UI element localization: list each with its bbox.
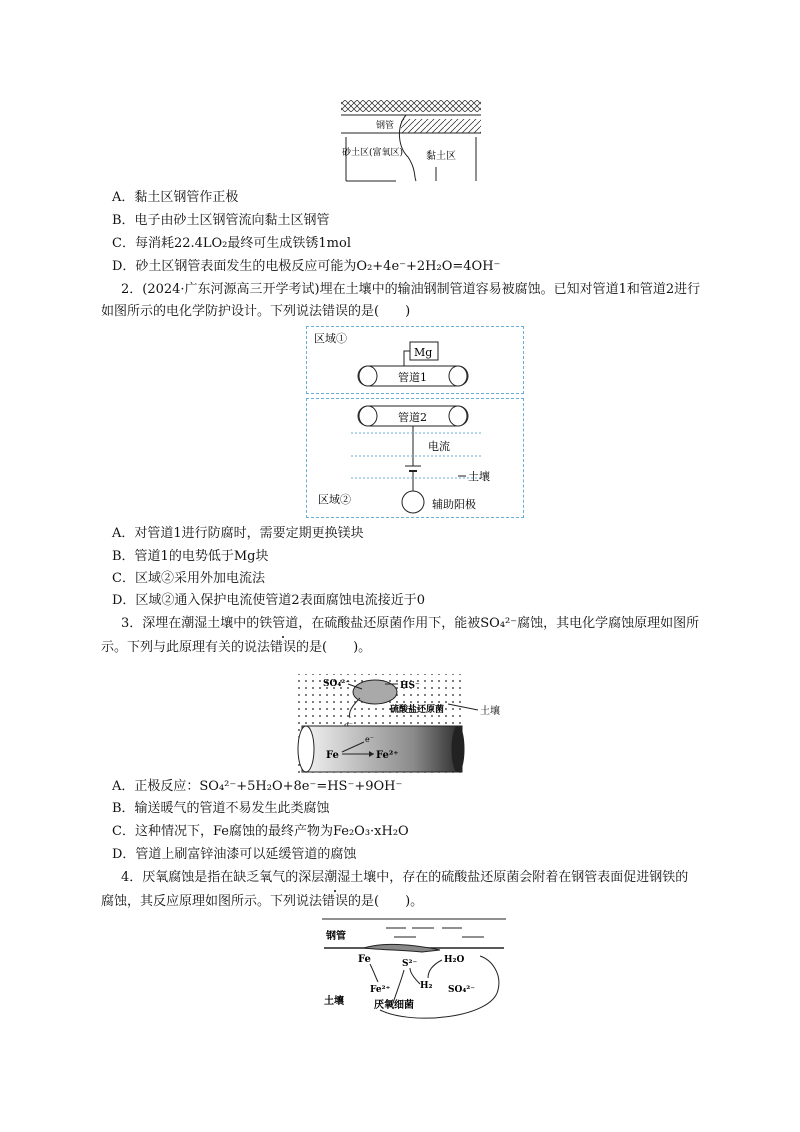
q4-emphasis-word: 错误	[322, 894, 349, 909]
fig3-fe2-label: Fe²⁺	[376, 750, 399, 761]
fig2-mg-label: Mg	[414, 346, 433, 359]
fig4-fe-label: Fe	[358, 954, 371, 965]
fig3-electron-bottom: e⁻	[365, 735, 374, 744]
q3-option-c: C．这种情况下，Fe腐蚀的最终产物为Fe₂O₃·xH₂O	[112, 824, 409, 839]
fig4-h2-label: H₂	[420, 981, 433, 991]
fig4-soil-label: 土壤	[324, 996, 344, 1007]
q1-option-b: B．电子由砂土区钢管流向黏土区钢管	[112, 213, 330, 228]
q1-option-a: A．黏土区钢管作正极	[112, 190, 239, 205]
figure-pipe-soil	[336, 97, 486, 182]
fig3-hs-label: HS⁻	[400, 681, 420, 691]
fig1-sand-label: 砂土区(富氧区)	[342, 148, 404, 158]
q4-stem-line1: 4．厌氧腐蚀是指在缺乏氧气的深层潮湿土壤中，存在的硫酸盐还原菌会附着在钢管表面促进钢铁的	[121, 870, 689, 885]
fig3-bacteria-label: 硫酸盐还原菌	[390, 705, 445, 715]
q3-option-a: A．正极反应：SO₄²⁻+5H₂O+8e⁻=HS⁻+9OH⁻	[112, 779, 403, 794]
q2-option-b: B．管道1的电势低于Mg块	[112, 549, 269, 564]
q2-option-c: C．区域②采用外加电流法	[112, 571, 265, 586]
figure-pipe-protection	[306, 326, 524, 518]
q2-option-a: A．对管道1进行防腐时，需要定期更换镁块	[112, 526, 364, 541]
q1-option-d: D．砂土区钢管表面发生的电极反应可能为O₂+4e⁻+2H₂O=4OH⁻	[112, 259, 501, 274]
fig2-anode-label: 辅助阳极	[432, 498, 476, 511]
q3-option-b: B．输送暖气的管道不易发生此类腐蚀	[112, 801, 330, 816]
q2-stem-line2: 如图所示的电化学防护设计。下列说法错误的是( )	[101, 304, 411, 319]
fig4-fe2-label: Fe²⁺	[370, 985, 391, 995]
fig2-soil-label: 土壤	[468, 470, 490, 483]
q3-stem-line1: 3．深埋在潮湿土壤中的铁管道，在硫酸盐还原菌作用下，能被SO₄²⁻腐蚀，其电化学腐蚀原理如图所	[121, 616, 700, 631]
fig2-zone2-label: 区域②	[318, 493, 351, 506]
q3-option-d: D．管道上刷富锌油漆可以延缓管道的腐蚀	[112, 847, 357, 862]
fig1-clay-label: 黏土区	[426, 151, 456, 162]
fig3-fe-label: Fe	[326, 750, 339, 761]
q4-stem-line2: 腐蚀，其反应原理如图所示。下列说法错误的是( )。	[101, 894, 424, 909]
fig2-zone1-label: 区域①	[314, 332, 347, 345]
figure-sulfate-corrosion	[290, 672, 510, 776]
fig3-soil-label: 土壤	[480, 706, 500, 717]
fig2-pipe2-label: 管道2	[398, 411, 427, 424]
fig4-s2-label: S²⁻	[402, 959, 418, 969]
q1-option-c: C．每消耗22.4LO₂最终可生成铁锈1mol	[112, 236, 351, 251]
q2-stem-line1: 2．(2024·广东河源高三开学考试)埋在土壤中的输油钢制管道容易被腐蚀。已知对管道1和管道2进行	[121, 282, 701, 297]
q3-stem-line2: 示。下列与此原理有关的说法错误的是( )。	[101, 640, 372, 655]
fig1-pipe-label: 钢管	[376, 121, 395, 131]
fig2-pipe1-label: 管道1	[398, 371, 427, 384]
q3-emphasis-word: 错误	[270, 640, 297, 655]
fig4-so4-label: SO₄²⁻	[448, 985, 475, 995]
figure-anaerobic-corrosion	[322, 918, 508, 1026]
fig4-pipe-label: 钢管	[326, 931, 346, 942]
fig4-bacteria-label: 厌氧细菌	[374, 1000, 414, 1011]
fig4-h2o-label: H₂O	[444, 955, 465, 965]
fig2-current-label: 电流	[428, 440, 450, 453]
q2-option-d: D．区域②通入保护电流使管道2表面腐蚀电流接近于0	[112, 593, 425, 608]
fig3-so4-label: SO₄²⁻	[323, 679, 350, 689]
